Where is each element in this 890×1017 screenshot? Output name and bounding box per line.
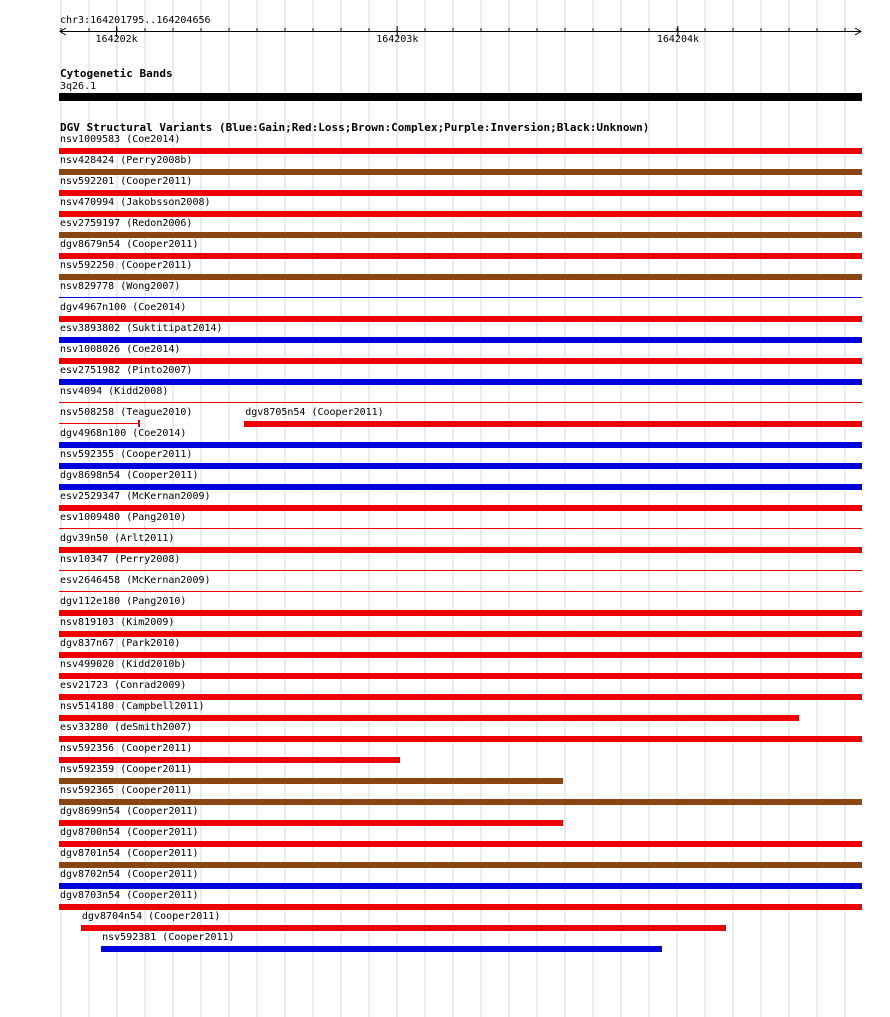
feature-label: dgv4967n100 (Coe2014): [60, 302, 187, 313]
feature-label: esv2529347 (McKernan2009): [60, 491, 211, 502]
feature-bar[interactable]: [59, 799, 862, 805]
feature-label: nsv508258 (Teague2010): [60, 407, 193, 418]
feature-label: esv3893802 (Suktitipat2014): [60, 323, 223, 334]
feature-label: nsv10347 (Perry2008): [60, 554, 181, 565]
feature-label: esv2646458 (McKernan2009): [60, 575, 211, 586]
feature-label: esv33280 (deSmith2007): [60, 722, 193, 733]
feature-label: dgv8699n54 (Cooper2011): [60, 806, 199, 817]
ruler-tick-label: 164203k: [376, 34, 419, 45]
feature-label: dgv112e180 (Pang2010): [60, 596, 187, 607]
feature-label: esv2751982 (Pinto2007): [60, 365, 193, 376]
feature-label: dgv8704n54 (Cooper2011): [81, 911, 221, 922]
feature-bar[interactable]: [59, 505, 862, 511]
feature-label: nsv592381 (Cooper2011): [102, 932, 235, 943]
feature-label: nsv499020 (Kidd2010b): [60, 659, 187, 670]
feature-label: nsv592359 (Cooper2011): [60, 764, 193, 775]
feature-bar[interactable]: [59, 337, 862, 343]
feature-label: nsv428424 (Perry2008b): [60, 155, 193, 166]
feature-label: dgv4968n100 (Coe2014): [60, 428, 187, 439]
feature-bar[interactable]: [59, 442, 862, 448]
feature-bar[interactable]: [59, 757, 400, 763]
feature-bar[interactable]: [59, 484, 862, 490]
feature-label: nsv592365 (Cooper2011): [60, 785, 193, 796]
feature-bar[interactable]: [59, 297, 862, 298]
feature-bar[interactable]: [59, 736, 862, 742]
feature-bar[interactable]: [59, 904, 862, 910]
feature-bar[interactable]: [59, 379, 862, 385]
feature-bar[interactable]: [101, 946, 662, 952]
feature-bar[interactable]: [244, 421, 862, 427]
feature-label: nsv592356 (Cooper2011): [60, 743, 193, 754]
feature-label: esv1009480 (Pang2010): [60, 512, 187, 523]
ruler-tick-label: 164204k: [656, 34, 700, 45]
feature-label: dgv8701n54 (Cooper2011): [60, 848, 199, 859]
feature-label: dgv837n67 (Park2010): [60, 638, 181, 649]
feature-label: nsv829778 (Wong2007): [60, 281, 181, 292]
dgv-track-title: DGV Structural Variants (Blue:Gain;Red:Loss;Brown:Complex;Purple:Inversion;Black:Unknown): [60, 121, 650, 134]
feature-label: dgv39n50 (Arlt2011): [60, 533, 175, 544]
feature-label: nsv514180 (Campbell2011): [60, 701, 205, 712]
feature-bar[interactable]: [59, 463, 862, 469]
feature-label: dgv8679n54 (Cooper2011): [60, 239, 199, 250]
feature-label: dgv8702n54 (Cooper2011): [60, 869, 199, 880]
feature-bar[interactable]: [59, 547, 862, 553]
feature-bar[interactable]: [59, 316, 862, 322]
feature-label: nsv1009583 (Coe2014): [60, 134, 181, 145]
feature-label: nsv592250 (Cooper2011): [60, 260, 193, 271]
feature-bar[interactable]: [59, 778, 563, 784]
cytoband-name: 3q26.1: [60, 81, 97, 92]
feature-bar[interactable]: [59, 358, 862, 364]
feature-bar[interactable]: [59, 694, 862, 700]
feature-label: dgv8700n54 (Cooper2011): [60, 827, 199, 838]
feature-bar[interactable]: [59, 715, 799, 721]
ruler-tick-label: 164202k: [95, 34, 138, 45]
feature-bar[interactable]: [59, 253, 862, 259]
feature-bar[interactable]: [59, 841, 862, 847]
feature-end-cap: [138, 420, 140, 427]
feature-bar[interactable]: [59, 610, 862, 616]
feature-label: dgv8698n54 (Cooper2011): [60, 470, 199, 481]
feature-bar[interactable]: [59, 402, 862, 403]
feature-bar[interactable]: [59, 591, 862, 592]
feature-bar[interactable]: [59, 211, 862, 217]
feature-label: nsv592355 (Cooper2011): [60, 449, 193, 460]
feature-bar[interactable]: [59, 274, 862, 280]
cytoband-bar[interactable]: [59, 93, 862, 101]
feature-label: nsv819103 (Kim2009): [60, 617, 175, 628]
feature-bar[interactable]: [59, 190, 862, 196]
feature-label: nsv4094 (Kidd2008): [60, 386, 169, 397]
feature-bar[interactable]: [81, 925, 726, 931]
feature-bar[interactable]: [59, 673, 862, 679]
scale-ruler: [0, 0, 890, 60]
feature-bar[interactable]: [59, 423, 140, 424]
feature-label: nsv592201 (Cooper2011): [60, 176, 193, 187]
feature-label: dgv8703n54 (Cooper2011): [60, 890, 199, 901]
location-label: chr3:164201795..164204656: [60, 15, 211, 26]
feature-bar[interactable]: [59, 232, 862, 238]
feature-bar[interactable]: [59, 883, 862, 889]
feature-label: esv21723 (Conrad2009): [60, 680, 187, 691]
feature-bar[interactable]: [59, 528, 862, 529]
cytoband-track-title: Cytogenetic Bands: [60, 67, 173, 80]
feature-bar[interactable]: [59, 631, 862, 637]
feature-label: nsv470994 (Jakobsson2008): [60, 197, 211, 208]
feature-label: nsv1008026 (Coe2014): [60, 344, 181, 355]
feature-bar[interactable]: [59, 652, 862, 658]
feature-bar[interactable]: [59, 148, 862, 154]
feature-label: esv2759197 (Redon2006): [60, 218, 193, 229]
feature-bar[interactable]: [59, 862, 862, 868]
feature-bar[interactable]: [59, 169, 862, 175]
feature-bar[interactable]: [59, 570, 862, 571]
feature-bar[interactable]: [59, 820, 563, 826]
feature-label: dgv8705n54 (Cooper2011): [245, 407, 384, 418]
